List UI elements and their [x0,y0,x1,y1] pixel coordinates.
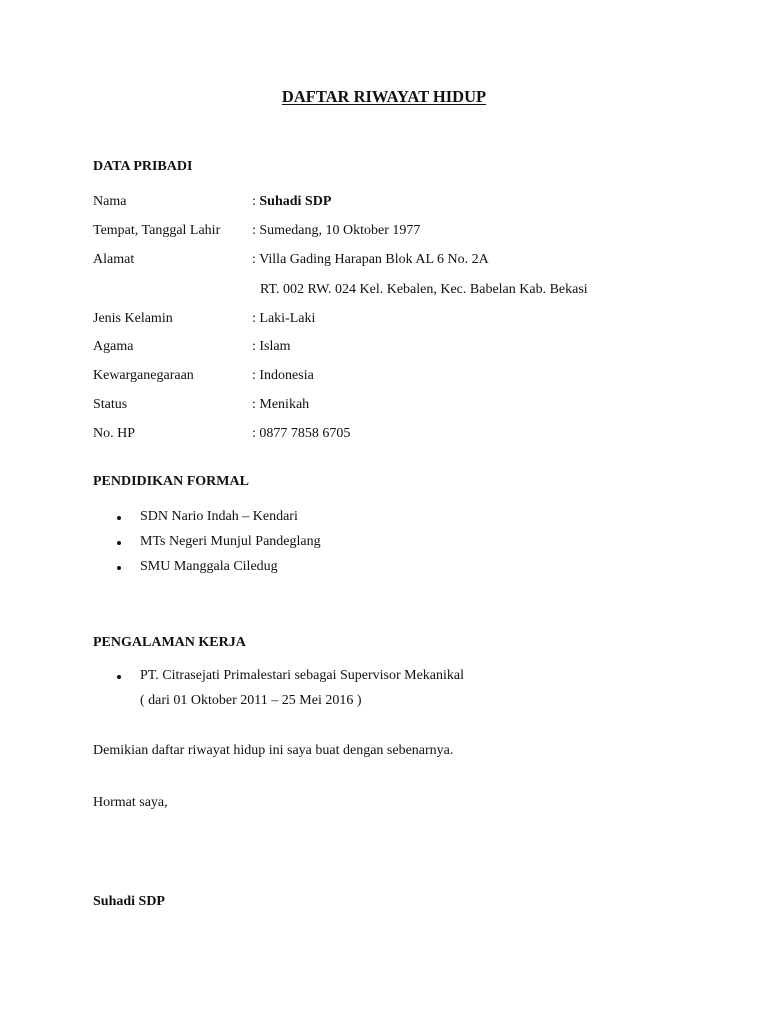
experience-item-title: PT. Citrasejati Primalestari sebagai Supervisor Mekanikal [140,668,464,683]
label-alamat: Alamat [93,252,135,267]
label-status: Status [93,397,128,412]
label-no-hp: No. HP [93,426,136,441]
name-value: Suhadi SDP [259,194,332,209]
bullet-icon [117,675,121,679]
education-item: SMU Manggala Ciledug [140,559,278,574]
label-ttl: Tempat, Tanggal Lahir [93,223,221,238]
value-ttl: : Sumedang, 10 Oktober 1977 [252,223,421,238]
signature-name: Suhadi SDP [93,894,165,909]
colon: : [252,194,260,209]
education-item: SDN Nario Indah – Kendari [140,509,298,524]
closing-statement: Demikian daftar riwayat hidup ini saya buat dengan sebenarnya. [93,743,454,758]
value-agama: : Islam [252,339,291,354]
label-agama: Agama [93,339,134,354]
value-no-hp: : 0877 7858 6705 [252,426,351,441]
value-status: : Menikah [252,397,310,412]
value-alamat: : Villa Gading Harapan Blok AL 6 No. 2A [252,252,489,267]
value-alamat-line2: RT. 002 RW. 024 Kel. Kebalen, Kec. Babelan Kab. Bekasi [260,282,588,297]
section-heading-experience: PENGALAMAN KERJA [93,635,246,650]
education-item: MTs Negeri Munjul Pandeglang [140,534,321,549]
salutation: Hormat saya, [93,795,168,810]
experience-item-period: ( dari 01 Oktober 2011 – 25 Mei 2016 ) [140,693,362,708]
page-title: DAFTAR RIWAYAT HIDUP [281,87,487,106]
bullet-icon [117,566,121,570]
label-kewarganegaraan: Kewarganegaraan [93,368,194,383]
section-heading-personal: DATA PRIBADI [93,159,193,174]
label-nama: Nama [93,194,127,209]
label-jenis-kelamin: Jenis Kelamin [93,311,173,326]
bullet-icon [117,541,121,545]
bullet-icon [117,516,121,520]
value-nama [252,195,331,209]
section-heading-education: PENDIDIKAN FORMAL [93,474,249,489]
value-jenis-kelamin: : Laki-Laki [252,311,316,326]
value-kewarganegaraan: : Indonesia [252,368,314,383]
